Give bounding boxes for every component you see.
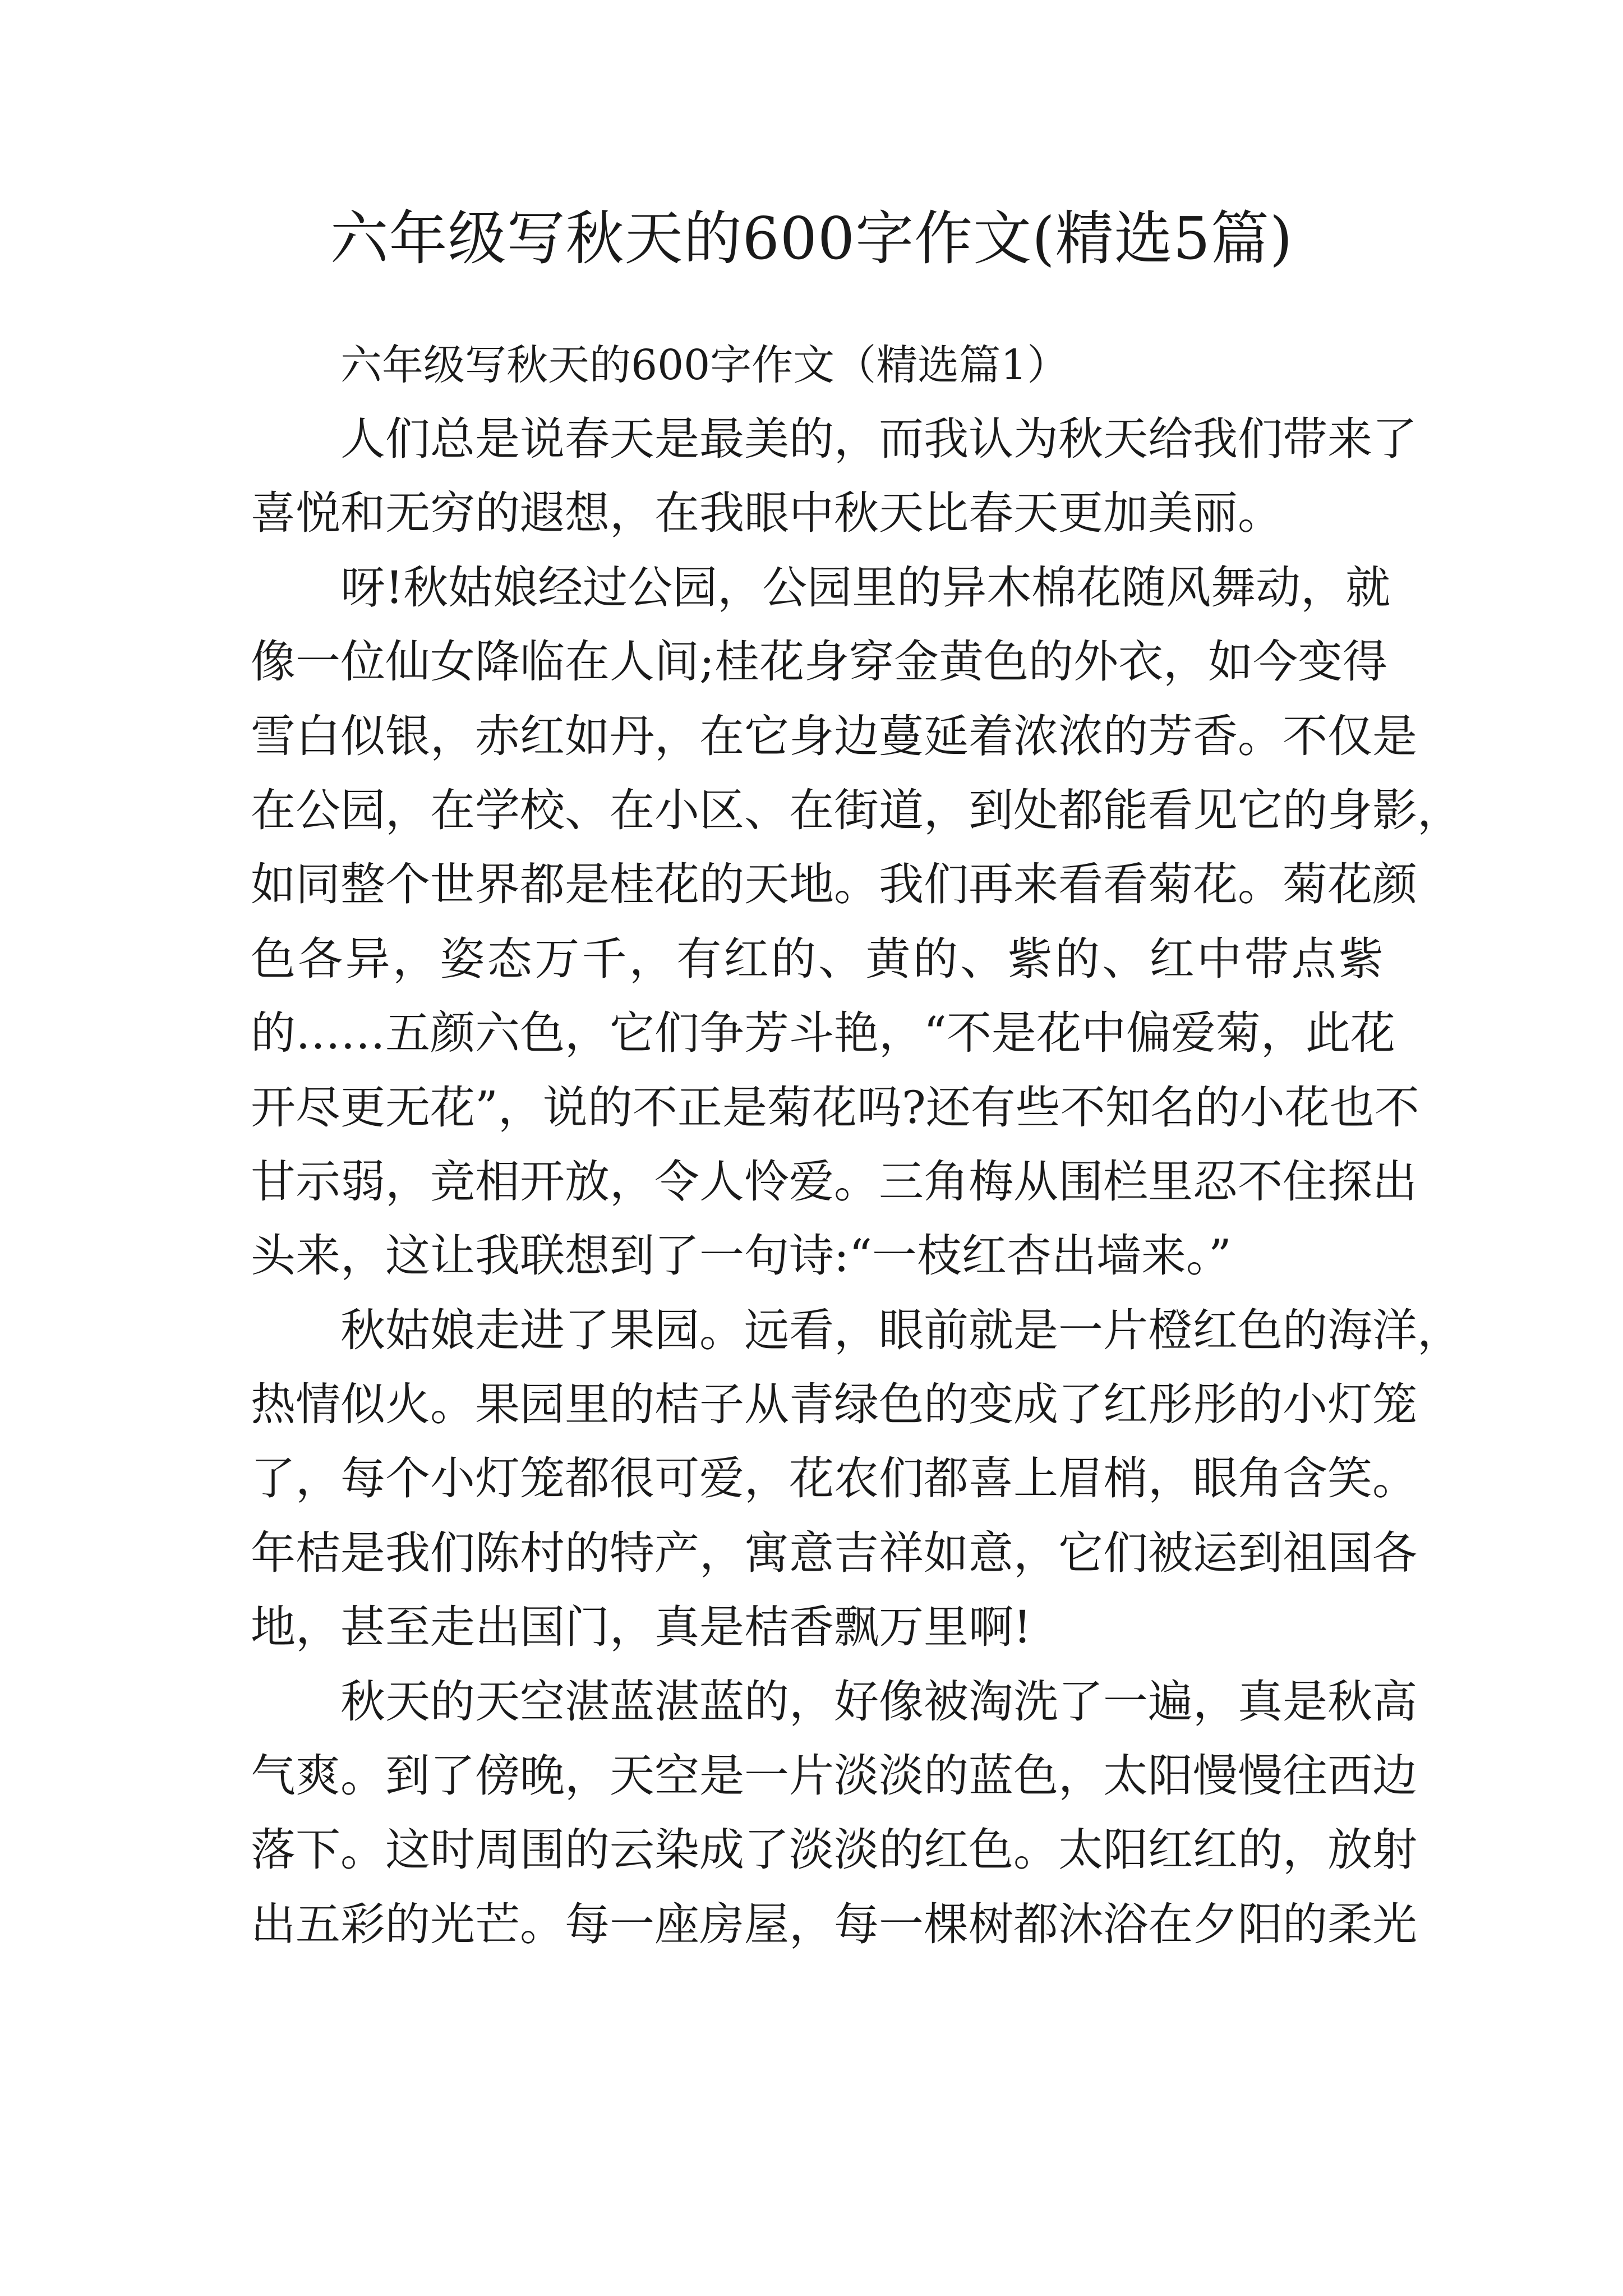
paragraph-2: [251, 551, 1462, 1294]
text-line: 秋姑娘走进了果园。远看，眼前就是一片橙红色的海洋，: [340, 1304, 1462, 1356]
text-line: 喜悦和无穷的遐想，在我眼中秋天比春天更加美丽。: [251, 487, 1283, 540]
text-line: 落下。这时周围的云染成了淡淡的红色。太阳红红的，放射: [251, 1824, 1417, 1876]
text-line: 开尽更无花”，说的不正是菊花吗?还有些不知名的小花也不: [251, 1081, 1419, 1134]
text-line: 热情似火。果园里的桔子从青绿色的变成了红彤彤的小灯笼: [251, 1378, 1417, 1431]
document-title: 六年级写秋天的600字作文(精选5篇): [330, 204, 1293, 273]
paragraph-1: [251, 402, 1417, 551]
document-body: [251, 328, 1462, 1962]
text-line: 出五彩的光芒。每一座房屋，每一棵树都沐浴在夕阳的柔光: [251, 1898, 1417, 1950]
text-line: 年桔是我们陈村的特产，寓意吉祥如意，它们被运到祖国各: [251, 1526, 1417, 1579]
text-line: 地，甚至走出国门，真是桔香飘万里啊!: [251, 1601, 1032, 1654]
text-line: 呀!秋姑娘经过公园，公园里的异木棉花随风舞动，就: [340, 561, 1391, 614]
text-line: 在公园，在学校、在小区、在街道，到处都能看见它的身影，: [251, 784, 1462, 836]
text-line: 人们总是说春天是最美的，而我认为秋天给我们带来了: [340, 413, 1417, 465]
section-heading: 六年级写秋天的600字作文（精选篇1）: [340, 341, 1069, 389]
paragraph-3: [251, 1294, 1462, 1665]
paragraph-4: [251, 1665, 1417, 1962]
text-line: 气爽。到了傍晚，天空是一片淡淡的蓝色，太阳慢慢往西边: [251, 1750, 1417, 1802]
text-line: 的……五颜六色，它们争芳斗艳，“不是花中偏爱菊，此花: [251, 1007, 1395, 1060]
text-line: 了，每个小灯笼都很可爱，花农们都喜上眉梢，眼角含笑。: [251, 1452, 1417, 1505]
text-line: 甘示弱，竞相开放，令人怜爱。三角梅从围栏里忍不住探出: [251, 1155, 1417, 1208]
text-line: 如同整个世界都是桂花的天地。我们再来看看菊花。菊花颜: [251, 858, 1417, 911]
text-line: 秋天的天空湛蓝湛蓝的，好像被淘洗了一遍，真是秋高: [340, 1675, 1417, 1728]
text-line: 像一位仙女降临在人间;桂花身穿金黄色的外衣，如今变得: [251, 636, 1387, 688]
text-line: 色各异，姿态万千，有红的、黄的、紫的、红中带点紫: [251, 932, 1384, 985]
text-line: 雪白似银，赤红如丹，在它身边蔓延着浓浓的芳香。不仅是: [251, 710, 1417, 762]
text-line: 头来，这让我联想到了一句诗:“一枝红杏出墙来。”: [251, 1230, 1232, 1282]
